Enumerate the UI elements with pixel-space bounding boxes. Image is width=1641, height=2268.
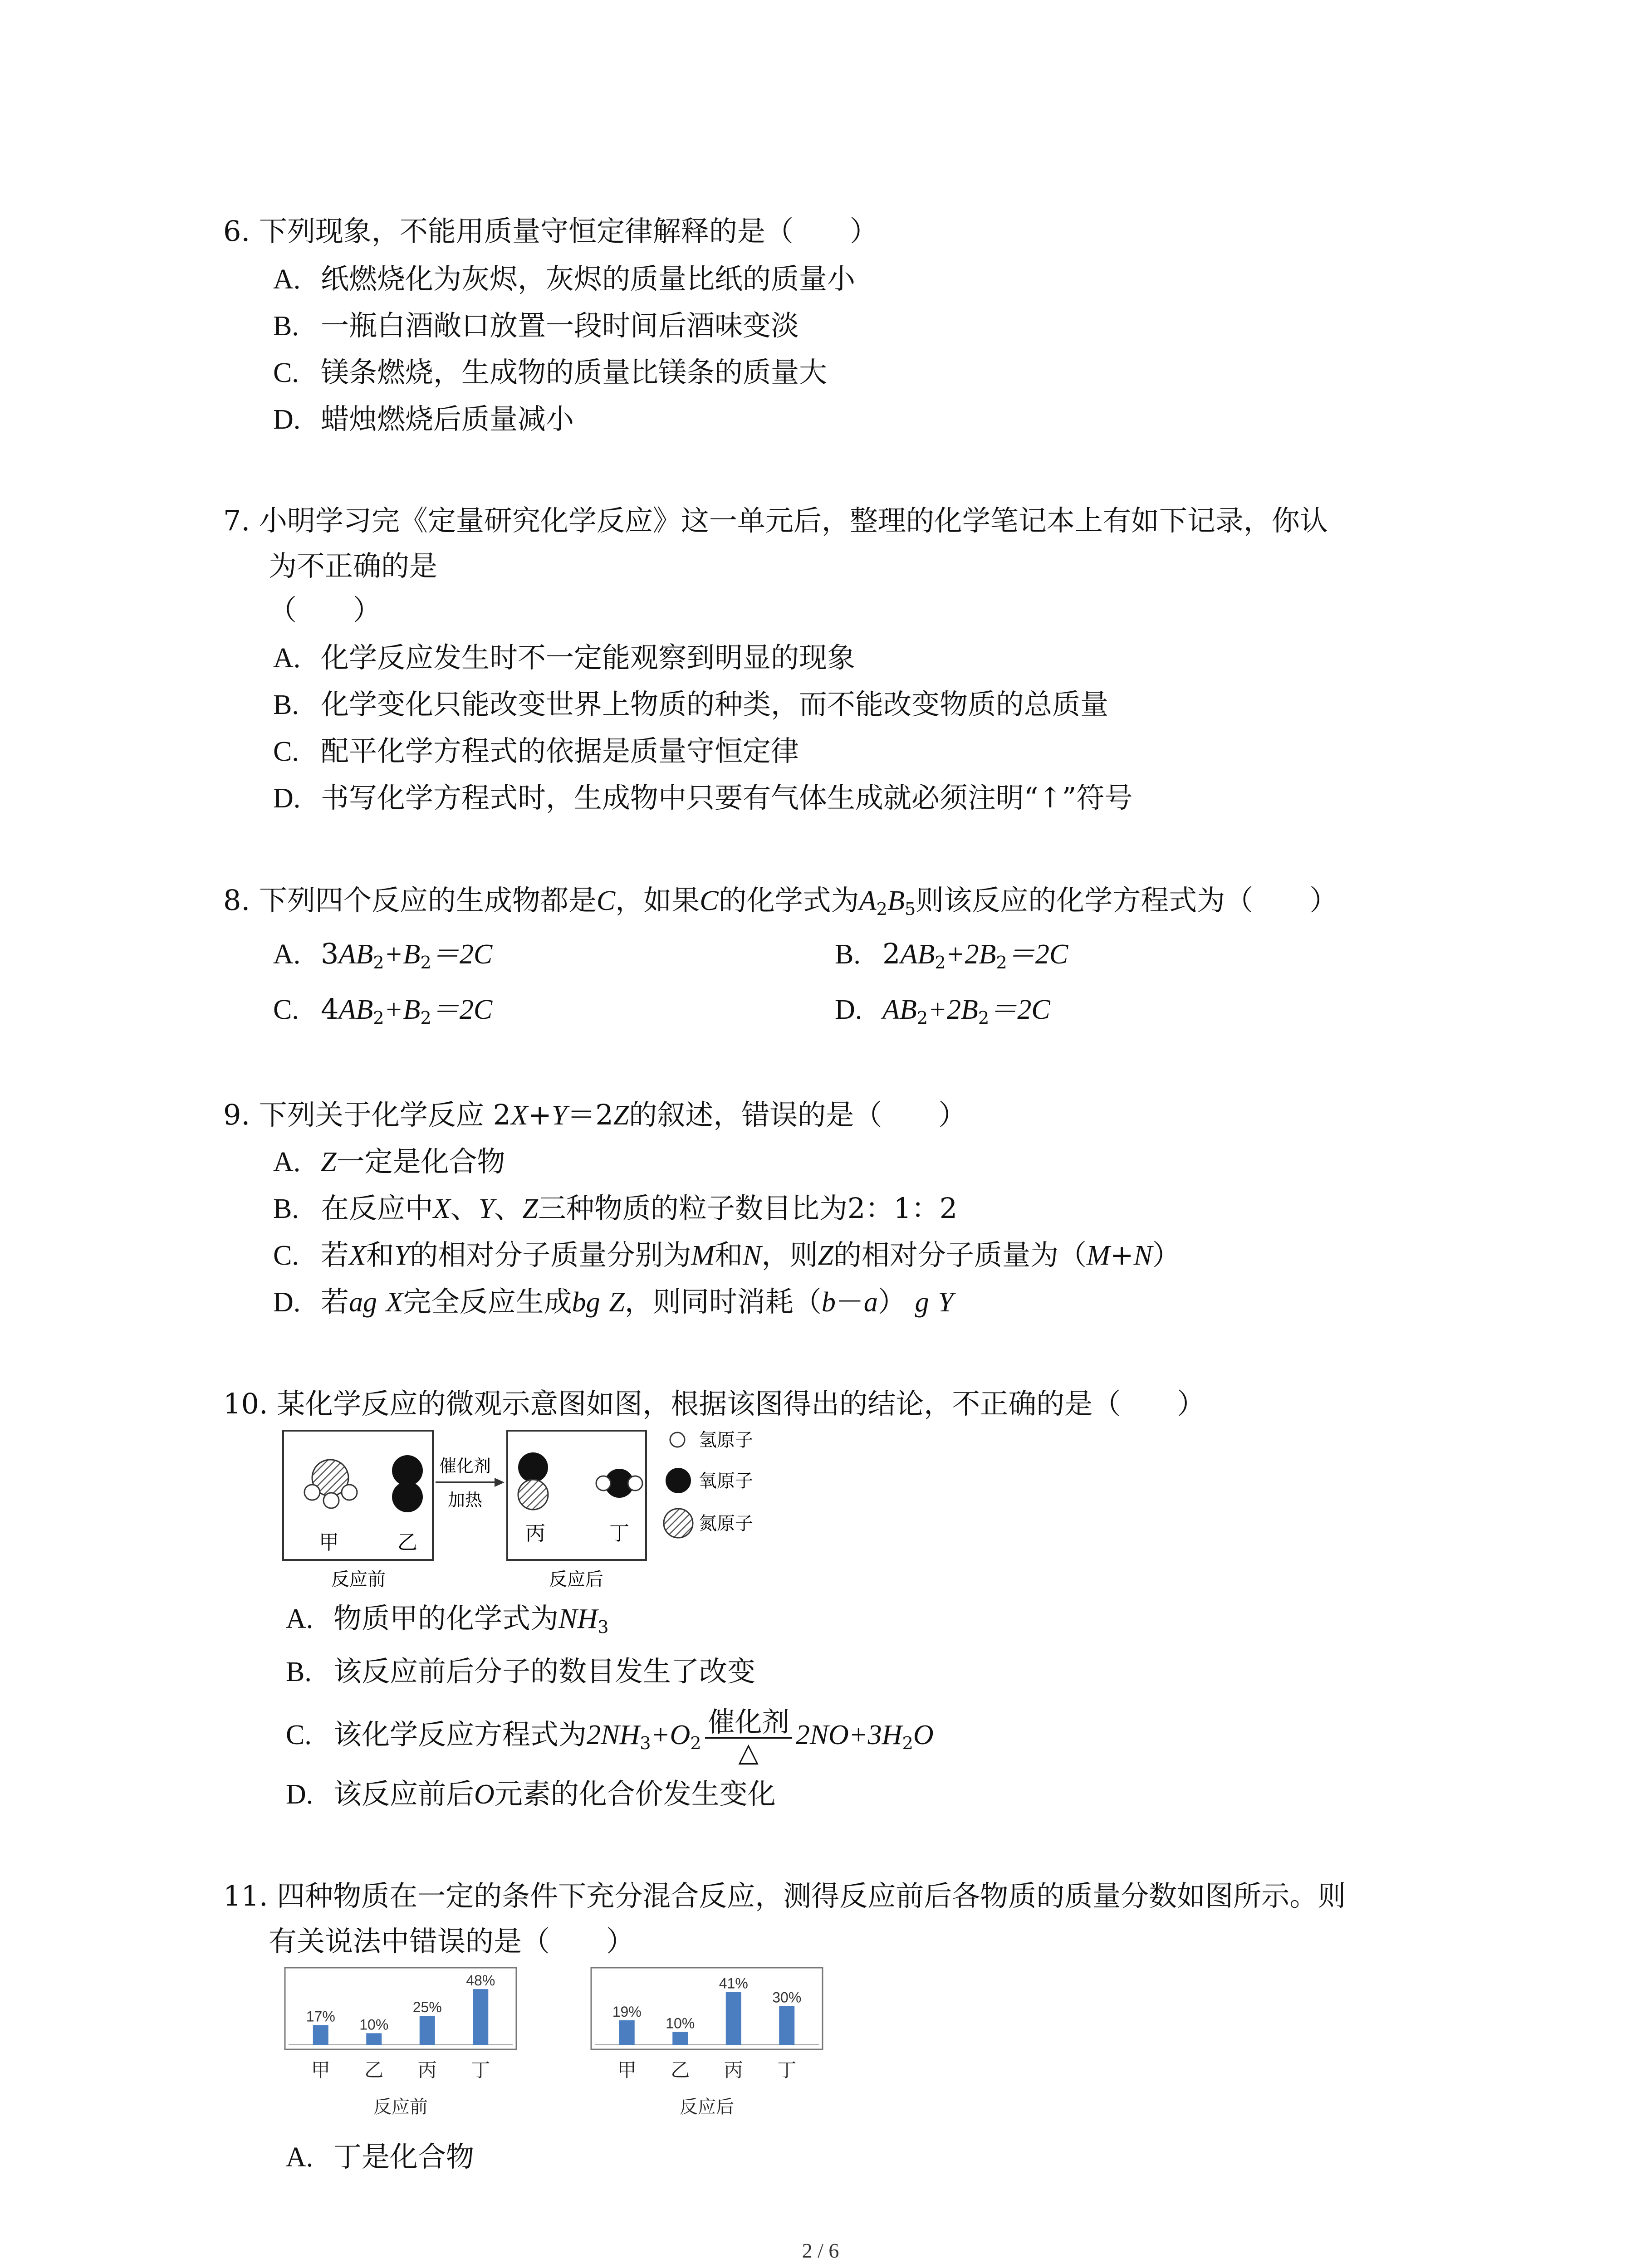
option-text: 化学反应发生时不一定能观察到明显的现象 (321, 641, 856, 674)
q6-option-b (273, 308, 799, 344)
formula: 2NH (587, 1720, 640, 1751)
reaction-diagram-svg (281, 1429, 803, 1597)
category-label: 丁 (777, 2059, 797, 2081)
option-label: D. (835, 994, 862, 1025)
var-b: b (821, 1287, 836, 1318)
bar-chart-after (588, 1964, 842, 2136)
var-bg: bg (572, 1287, 600, 1318)
var-a: A (338, 994, 356, 1025)
formula: 2NO+3H (795, 1720, 902, 1751)
var-y: Y (938, 1287, 954, 1318)
subscript: 2 (978, 1007, 989, 1028)
option-label: B. (273, 689, 299, 720)
q10-option-b (286, 1653, 755, 1690)
var-z: Z (613, 1100, 629, 1131)
subscript: 2 (373, 952, 384, 973)
var-a: A (338, 939, 356, 970)
var-y: Y (394, 1240, 410, 1271)
var-b: B (356, 939, 373, 970)
q6-option-d (273, 401, 574, 438)
hydrogen-atom (596, 1476, 611, 1491)
option-label: D. (273, 404, 301, 435)
subscript: 3 (640, 1733, 651, 1754)
question-8-stem (223, 882, 1337, 919)
rhs: ＝2C (431, 939, 493, 970)
condition-heat: △ (738, 1737, 759, 1768)
stem-text: 则该反应的化学方程式为（ ） (916, 884, 1338, 917)
var-ag: ag (349, 1287, 377, 1318)
option-label: C. (273, 357, 299, 388)
var-x: X (386, 1287, 403, 1318)
option-text: 若 (321, 1238, 349, 1271)
bar (726, 1992, 741, 2045)
var-x: X (349, 1240, 366, 1271)
var-z: Z (818, 1240, 833, 1271)
question-number: 9. (223, 1098, 250, 1131)
subscript: 2 (690, 1733, 701, 1754)
legend-nitrogen-icon (664, 1509, 693, 1538)
bar (619, 2020, 635, 2045)
legend-nitrogen: 氮原子 (699, 1513, 753, 1534)
term: +B (384, 994, 421, 1025)
operator: － (835, 1285, 864, 1318)
question-7-answer-blank: （ ） (269, 593, 382, 626)
var-y: Y (551, 1100, 568, 1131)
option-label: A. (273, 939, 301, 970)
bar (366, 2033, 382, 2045)
chart-before (281, 1964, 535, 2136)
q8-option-a (273, 936, 492, 973)
q9-option-c (273, 1237, 1181, 1274)
q10-option-d (286, 1776, 776, 1813)
data-label: 10% (666, 2015, 695, 2032)
question-9-stem (223, 1097, 966, 1134)
operator: ＝2 (567, 1098, 613, 1131)
var-a: A (900, 939, 918, 970)
q6-option-a (273, 261, 855, 298)
reaction-micro-diagram (281, 1429, 803, 1597)
subscript: 2 (420, 952, 431, 973)
formula: NH (558, 1603, 598, 1634)
option-text: ） (877, 1285, 906, 1318)
stem-text: 下列关于化学反应 2 (259, 1098, 511, 1131)
q8-option-b (835, 936, 1068, 973)
oxygen-atom (518, 1452, 548, 1482)
var-c: C (596, 885, 616, 916)
nitrogen-atom (518, 1480, 548, 1510)
var-z: Z (609, 1287, 625, 1318)
option-text: 纸燃烧化为灰烬，灰烬的质量比纸的质量小 (321, 262, 856, 295)
option-text: ） (1152, 1238, 1181, 1271)
formula: +O (651, 1720, 691, 1751)
rhs: ＝2C (431, 994, 493, 1025)
legend-hydrogen-icon (670, 1432, 685, 1447)
unit-g: g (915, 1287, 929, 1318)
option-text: 的相对分子质量为（ (833, 1238, 1087, 1271)
category-label: 甲 (617, 2059, 637, 2081)
legend-hydrogen: 氢原子 (699, 1430, 753, 1451)
question-7-stem-line2: 为不正确的是 (269, 549, 438, 582)
q9-option-a (273, 1144, 505, 1180)
category-label: 丙 (724, 2059, 743, 2081)
option-text: 丁是化合物 (333, 2140, 475, 2173)
option-text: 和 (366, 1238, 394, 1271)
option-label: A. (273, 643, 301, 674)
hydrogen-atom (342, 1485, 357, 1500)
option-text: 和 (715, 1238, 743, 1271)
subscript: 2 (916, 1007, 928, 1028)
catalyst-label: 催化剂 (439, 1456, 491, 1476)
option-text: 物质甲的化学式为 (333, 1602, 559, 1635)
bar (313, 2025, 328, 2045)
label-yi: 乙 (397, 1531, 417, 1554)
q11-option-a (286, 2139, 474, 2175)
stem-text: 下列四个反应的生成物都是 (259, 884, 597, 917)
hydrogen-atom (323, 1493, 339, 1508)
var-x: X (433, 1193, 451, 1224)
subscript: 3 (598, 1617, 609, 1637)
label-bing: 丙 (525, 1522, 545, 1545)
question-11-stem-line2: 有关说法中错误的是（ ） (269, 1925, 635, 1958)
question-number: 8. (223, 884, 250, 917)
option-text: 一定是化合物 (336, 1145, 505, 1178)
option-label: B. (273, 1193, 299, 1224)
question-6-stem: 6. 下列现象，不能用质量守恒定律解释的是（ ） (223, 215, 878, 248)
var-b: B (917, 939, 935, 970)
var-n: N (1133, 1240, 1152, 1271)
var-o: O (474, 1779, 495, 1810)
formula: O (913, 1720, 934, 1751)
category-label: 甲 (311, 2059, 330, 2081)
option-text: 该化学反应方程式为 (333, 1718, 587, 1751)
option-text: 化学变化只能改变世界上物质的种类，而不能改变物质的总质量 (321, 688, 1109, 721)
data-label: 48% (466, 1972, 495, 1989)
var-b: B (356, 994, 373, 1025)
hydrogen-atom (304, 1485, 320, 1500)
var-x: X (511, 1100, 528, 1131)
option-label: C. (286, 1720, 312, 1751)
bar (420, 2016, 435, 2045)
option-text: ，则 (761, 1238, 818, 1271)
data-label: 41% (719, 1975, 748, 1992)
option-label: A. (286, 1603, 314, 1634)
stem-text: 的叙述，错误的是（ ） (629, 1098, 967, 1131)
rhs: ＝2C (1007, 939, 1068, 970)
reaction-condition (705, 1708, 792, 1766)
question-7-stem-line1: 7. 小明学习完《定量研究化学反应》这一单元后，整理的化学笔记本上有如下记录，你认 (223, 504, 1328, 537)
coefficient: 3 (321, 937, 339, 970)
page-number: 2 / 6 (802, 2239, 839, 2262)
subscript: 2 (935, 952, 946, 973)
option-text: 完全反应生成 (403, 1285, 572, 1318)
data-label: 25% (412, 1999, 442, 2015)
var-n: N (743, 1240, 762, 1271)
q7-option-c (273, 733, 799, 770)
option-label: C. (273, 736, 299, 767)
oxygen-atom (392, 1455, 423, 1486)
caption-after: 反应后 (549, 1569, 603, 1590)
var-a: a (863, 1287, 878, 1318)
stem-text: 的化学式为 (718, 884, 859, 917)
bar (473, 1989, 488, 2045)
option-text: 镁条燃烧，生成物的质量比镁条的质量大 (321, 356, 828, 389)
var-y: Y (478, 1193, 495, 1224)
oxygen-atom (392, 1481, 423, 1512)
subscript: 2 (902, 1733, 913, 1754)
label-jia: 甲 (319, 1531, 339, 1554)
q7-option-d (273, 780, 1132, 816)
rhs: ＝2C (989, 994, 1050, 1025)
option-text: 一瓶白酒敞口放置一段时间后酒味变淡 (321, 309, 799, 342)
separator: 、 (450, 1192, 479, 1225)
var-m: M (691, 1240, 715, 1271)
caption-before: 反应前 (331, 1569, 386, 1590)
var-b: B (899, 994, 917, 1025)
question-10-stem: 10. 某化学反应的微观示意图如图，根据该图得出的结论，不正确的是（ ） (223, 1387, 1205, 1420)
var-c: C (700, 885, 719, 916)
subscript: 2 (876, 899, 887, 919)
x-axis-caption: 反应后 (680, 2097, 734, 2117)
option-text: 元素的化合价发生变化 (494, 1777, 776, 1810)
category-label: 丙 (417, 2059, 437, 2081)
var-b: B (887, 885, 905, 916)
option-text: 的相对分子质量分别为 (410, 1238, 691, 1271)
option-text: 该反应前后 (333, 1777, 475, 1810)
coefficient: 2 (882, 937, 901, 970)
subscript: 2 (420, 1007, 431, 1028)
option-label: B. (273, 311, 299, 342)
q8-option-d (835, 991, 1050, 1028)
option-label: D. (273, 783, 301, 814)
term: +B (384, 939, 421, 970)
separator: 、 (494, 1192, 523, 1225)
subscript: 2 (996, 952, 1007, 973)
condition-catalyst: 催化剂 (707, 1706, 789, 1738)
option-text: 书写化学方程式时，生成物中只要有气体生成就必须注明“↑”符号 (321, 781, 1133, 814)
chart-after (588, 1964, 842, 2136)
subscript: 2 (373, 1007, 384, 1028)
legend-oxygen-icon (666, 1468, 691, 1493)
label-ding: 丁 (609, 1522, 629, 1545)
data-label: 30% (772, 1989, 802, 2006)
q10-option-a (286, 1600, 609, 1637)
q9-option-d (273, 1284, 954, 1320)
arrow-head (495, 1478, 505, 1487)
option-label: C. (273, 1240, 299, 1271)
bar (779, 2006, 794, 2045)
var-a: A (859, 885, 877, 916)
operator: + (528, 1098, 552, 1131)
var-z: Z (321, 1147, 337, 1178)
q7-option-b (273, 686, 1108, 723)
option-text: 在反应中 (321, 1192, 434, 1225)
q6-option-c (273, 354, 827, 391)
option-label: B. (835, 939, 861, 970)
hydrogen-atom (628, 1476, 642, 1491)
q8-option-c (273, 991, 492, 1028)
category-label: 丁 (471, 2059, 490, 2081)
data-label: 10% (359, 2016, 389, 2033)
x-axis-caption: 反应前 (373, 2097, 428, 2117)
option-label: C. (273, 994, 299, 1025)
subscript: 5 (904, 899, 916, 919)
heat-label: 加热 (447, 1490, 483, 1510)
option-label: A. (286, 2142, 314, 2173)
question-11-stem-line1: 11. 四种物质在一定的条件下充分混合反应，测得反应前后各物质的质量分数如图所示。则 (223, 1879, 1346, 1912)
var-a: A (882, 994, 900, 1025)
term: +2B (945, 939, 996, 970)
data-label: 19% (612, 2003, 642, 2020)
q9-option-b (273, 1190, 957, 1227)
term: +2B (928, 994, 978, 1025)
option-label: D. (286, 1779, 314, 1810)
option-label: A. (273, 1147, 301, 1178)
option-text: 该反应前后分子的数目发生了改变 (333, 1655, 756, 1688)
category-label: 乙 (671, 2059, 690, 2081)
data-label: 17% (306, 2008, 335, 2025)
option-text: 三种物质的粒子数目比为2：1：2 (538, 1192, 958, 1225)
option-text: 蜡烛燃烧后质量减小 (321, 402, 574, 435)
option-text: 配平化学方程式的依据是质量守恒定律 (321, 734, 799, 767)
category-label: 乙 (364, 2059, 384, 2081)
coefficient: 4 (321, 992, 339, 1026)
option-text: ，则同时消耗（ (624, 1285, 822, 1318)
var-z: Z (522, 1193, 538, 1224)
stem-text: ，如果 (615, 884, 700, 917)
bar-chart-before (281, 1964, 535, 2136)
bar (672, 2032, 688, 2045)
option-label: D. (273, 1287, 301, 1318)
q7-option-a (273, 640, 855, 676)
legend-oxygen: 氧原子 (699, 1471, 753, 1491)
q10-option-c (286, 1708, 934, 1766)
option-label: A. (273, 264, 301, 295)
option-text: 若 (321, 1285, 349, 1318)
option-label: B. (286, 1657, 312, 1687)
var-m: M (1086, 1240, 1110, 1271)
operator: + (1110, 1238, 1134, 1271)
